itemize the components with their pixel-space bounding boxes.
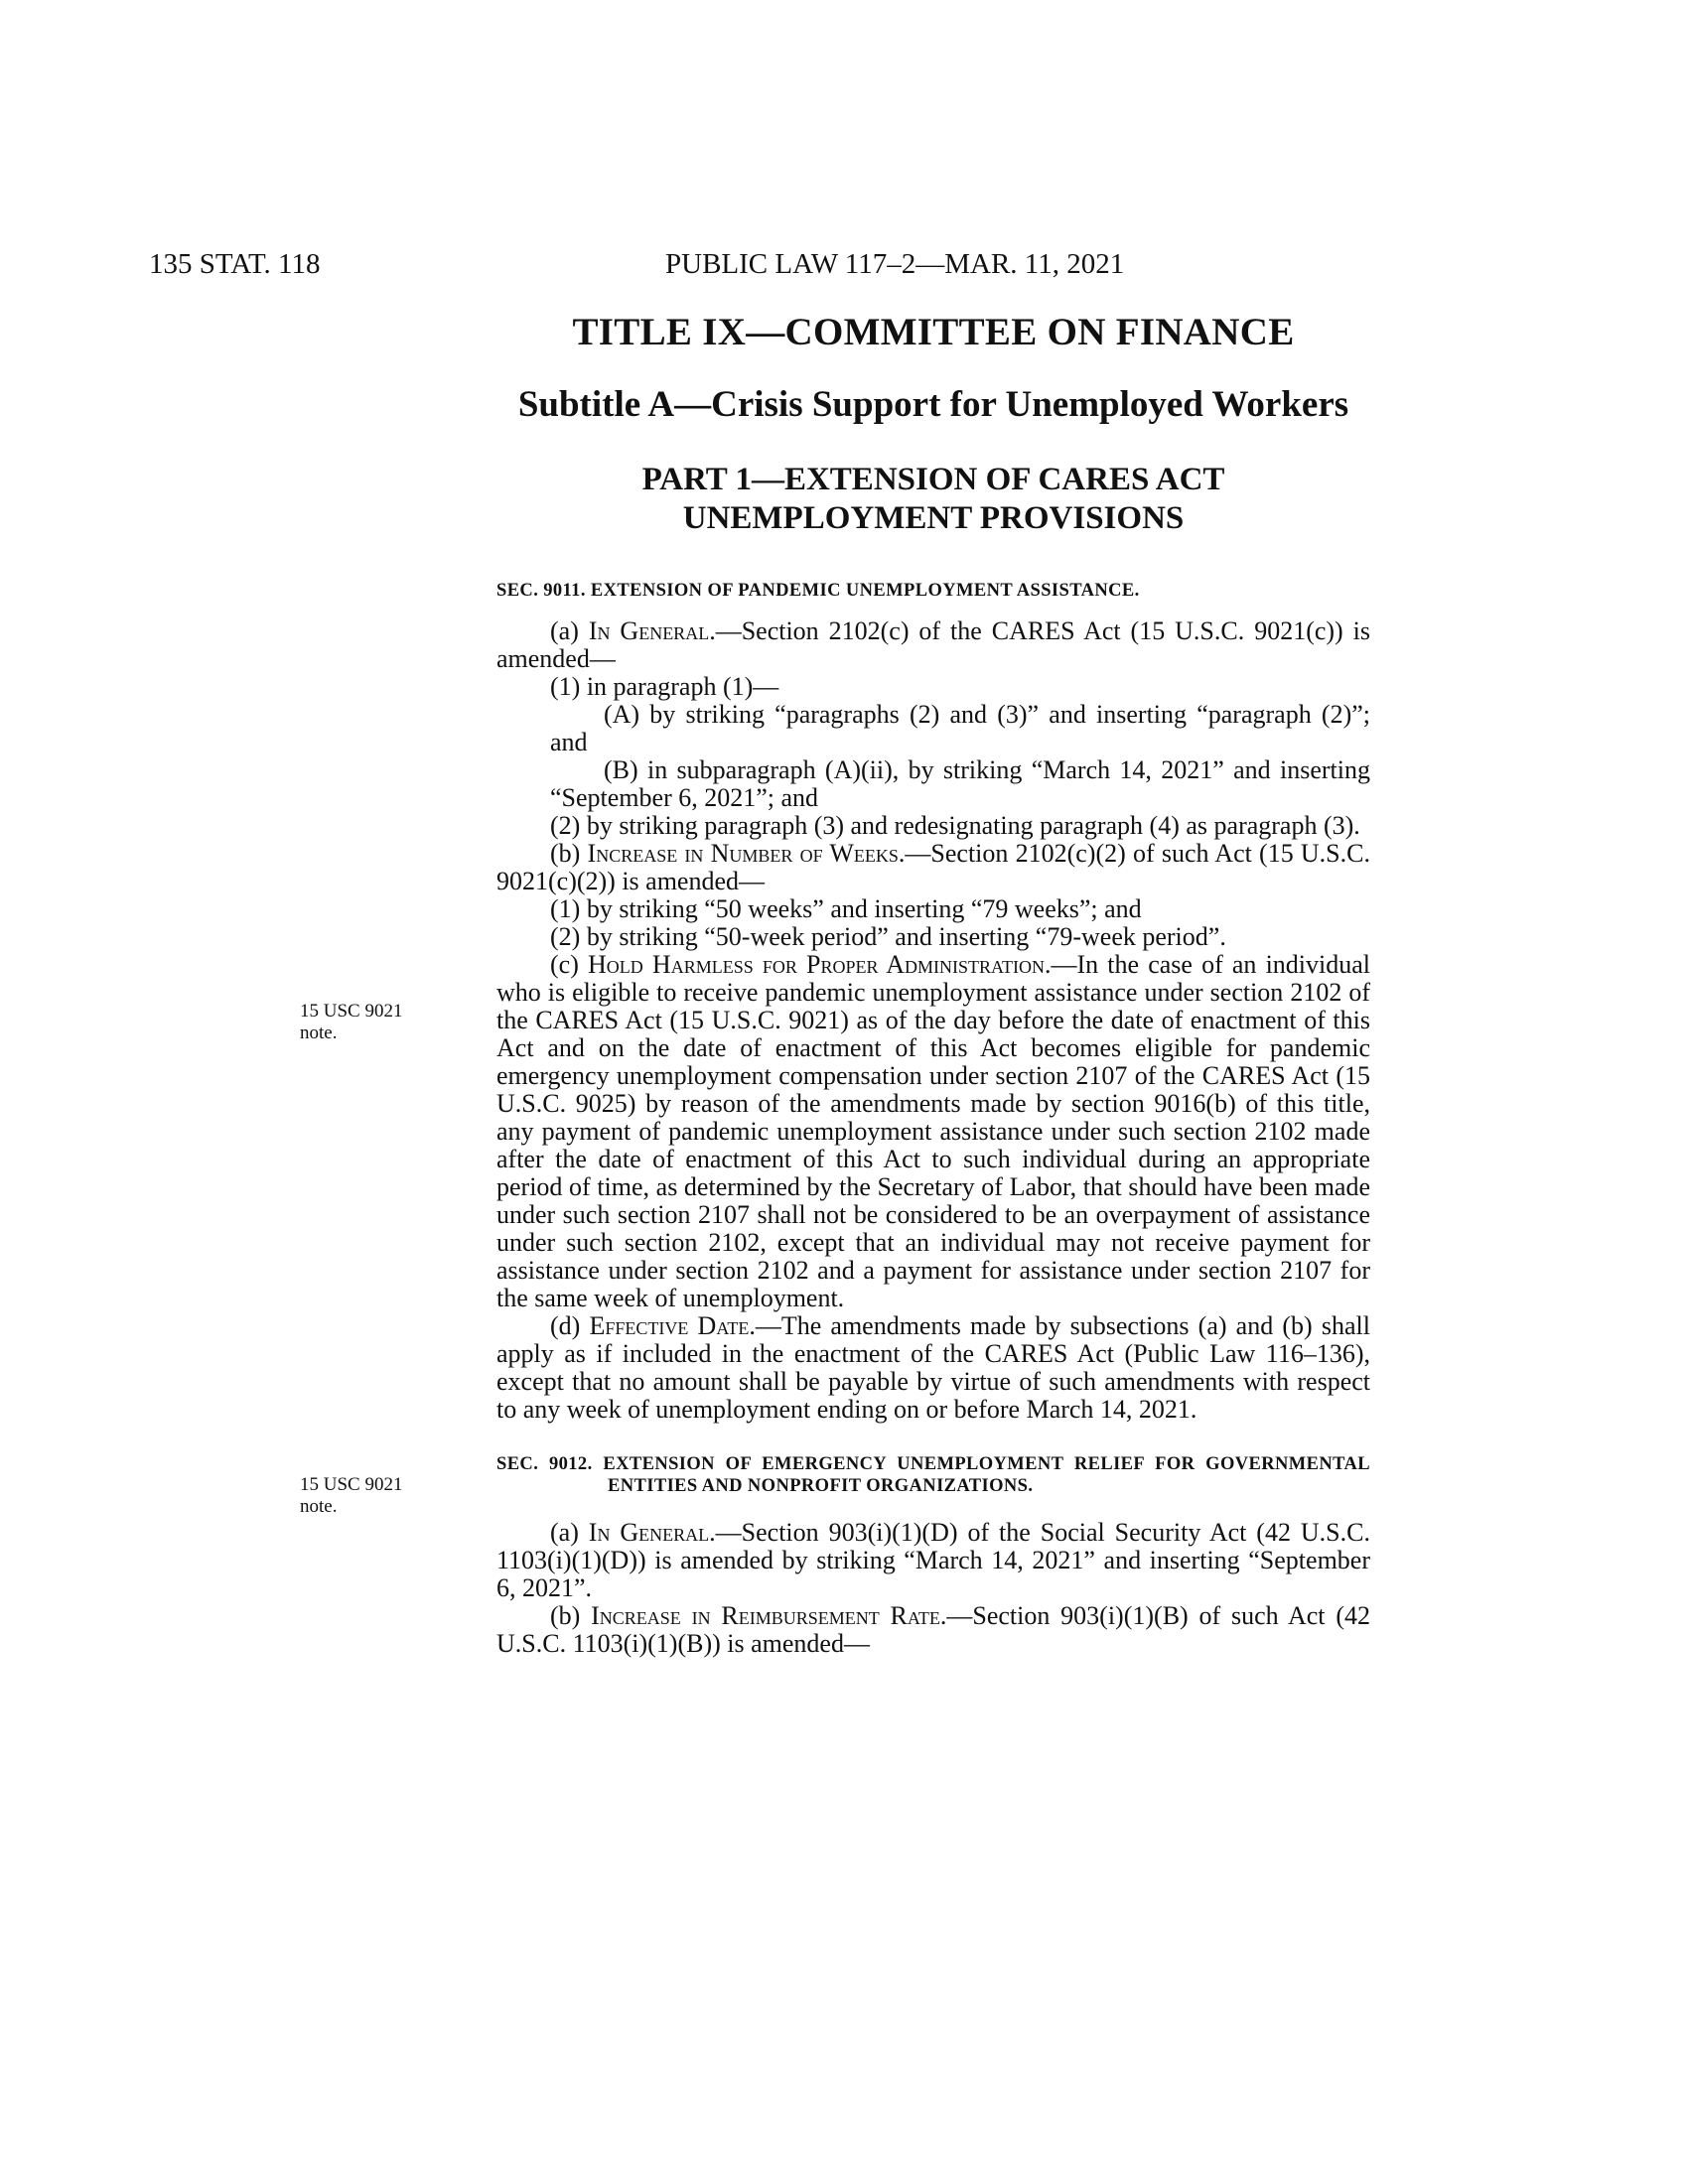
margin-note-usc-2 [300, 1474, 429, 1518]
paragraph-1: (1) in paragraph (1)— [550, 672, 779, 701]
subtitle-heading: Subtitle A—Crisis Support for Unemployed Workers [517, 384, 1349, 425]
paragraph-b1: (1) by striking “50 weeks” and inserting “79 weeks”; and [550, 894, 1142, 923]
margin-note-citation: 15 USC 9021 [300, 1474, 403, 1495]
subsection-a: (a) In General.—Section 903(i)(1)(D) of the Social Security Act (42 U.S.C. 1103(i)(1)(D)) is amended by striking “March 14, 2021” and inserting “September 6, 2021”. [496, 1518, 1370, 1602]
subsection-b: (b) Increase in Number of Weeks.—Section 2102(c)(2) of such Act (15 U.S.C. 9021(c)(2)) is amended— [496, 839, 1370, 895]
section-9011-heading: SEC. 9011. EXTENSION OF PANDEMIC UNEMPLOYMENT ASSISTANCE. [496, 581, 1140, 601]
subsection-c: (c) Hold Harmless for Proper Administration.—In the case of an individual who is eligible to receive pandemic unemployment assistance under section 2102 of the CARES Act (15 U.S.C. 9021) as of the day before the date of enactment of this Act and on the date of enactment of this Act becomes eligible for pandemic emergency unemployment compensation under section 2107 of the CARES Act (15 U.S.C. 9025) by reason of the amendments made by section 9016(b) of this title, any payment of pandemic unemployment assistance under such section 2102 made after the date of enactment of this Act to such individual during an appropriate period of time, as determined by the Secretary of Labor, that should have been made under such section 2107 shall not be considered to be an overpayment of assistance under such section 2102, except that an individual may not receive payment for assistance under section 2102 and a payment for assistance under section 2107 for the same week of unemployment. [496, 950, 1371, 1312]
subsection-caption: Increase in Number of Weeks [587, 839, 899, 868]
part-heading: PART 1—EXTENSION OF CARES ACT UNEMPLOYMENT PROVISIONS [641, 462, 1225, 536]
section-9012-heading: SEC. 9012. EXTENSION OF EMERGENCY UNEMPLOYMENT RELIEF FOR GOVERNMENTAL ENTITIES AND NONPROFIT ORGANIZATIONS. [496, 1454, 1370, 1496]
subsection-b: (b) Increase in Reimbursement Rate.—Section 903(i)(1)(B) of such Act (42 U.S.C. 1103(i)(1)(B)) is amended— [496, 1601, 1370, 1658]
subsection-caption: Effective Date [589, 1311, 750, 1340]
margin-note-citation: 15 USC 9021 [300, 1001, 403, 1022]
running-header [0, 244, 1688, 284]
stat-page-number: 135 STAT. 118 [149, 248, 321, 280]
section-9012-body [496, 1519, 1370, 1658]
title-heading: TITLE IX—COMMITTEE ON FINANCE [572, 311, 1295, 353]
subsection-caption: In General [588, 616, 710, 645]
margin-note-usc-1 [300, 1001, 429, 1044]
subsection-caption: Increase in Reimbursement Rate [591, 1601, 940, 1630]
section-9011-body [496, 617, 1370, 1424]
subsection-a: (a) In General.—Section 2102(c) of the CARES Act (15 U.S.C. 9021(c)) is amended— [496, 616, 1370, 673]
subparagraph-B: (B) in subparagraph (A)(ii), by striking “March 14, 2021” and inserting “September 6, 2021”; and [550, 755, 1370, 812]
public-law-citation: PUBLIC LAW 117–2—MAR. 11, 2021 [665, 248, 1125, 280]
document-body [496, 310, 1370, 1658]
paragraph-2: (2) by striking paragraph (3) and redesignating paragraph (4) as paragraph (3). [550, 811, 1360, 840]
paragraph-b2: (2) by striking “50-week period” and inserting “79-week period”. [550, 922, 1226, 951]
subsection-caption: In General [588, 1518, 710, 1547]
margin-note-suffix: note. [300, 1023, 338, 1043]
subsection-caption: Hold Harmless for Proper Administration [588, 950, 1045, 979]
subparagraph-A: (A) by striking “paragraphs (2) and (3)” and inserting “paragraph (2)”; and [550, 700, 1370, 756]
subsection-d: (d) Effective Date.—The amendments made by subsections (a) and (b) shall apply as if included in the enactment of the CARES Act (Public Law 116–136), except that no amount shall be payable by virtue of such amendments with respect to any week of unemployment ending on or before March 14, 2021. [496, 1311, 1370, 1424]
margin-note-suffix: note. [300, 1496, 338, 1517]
